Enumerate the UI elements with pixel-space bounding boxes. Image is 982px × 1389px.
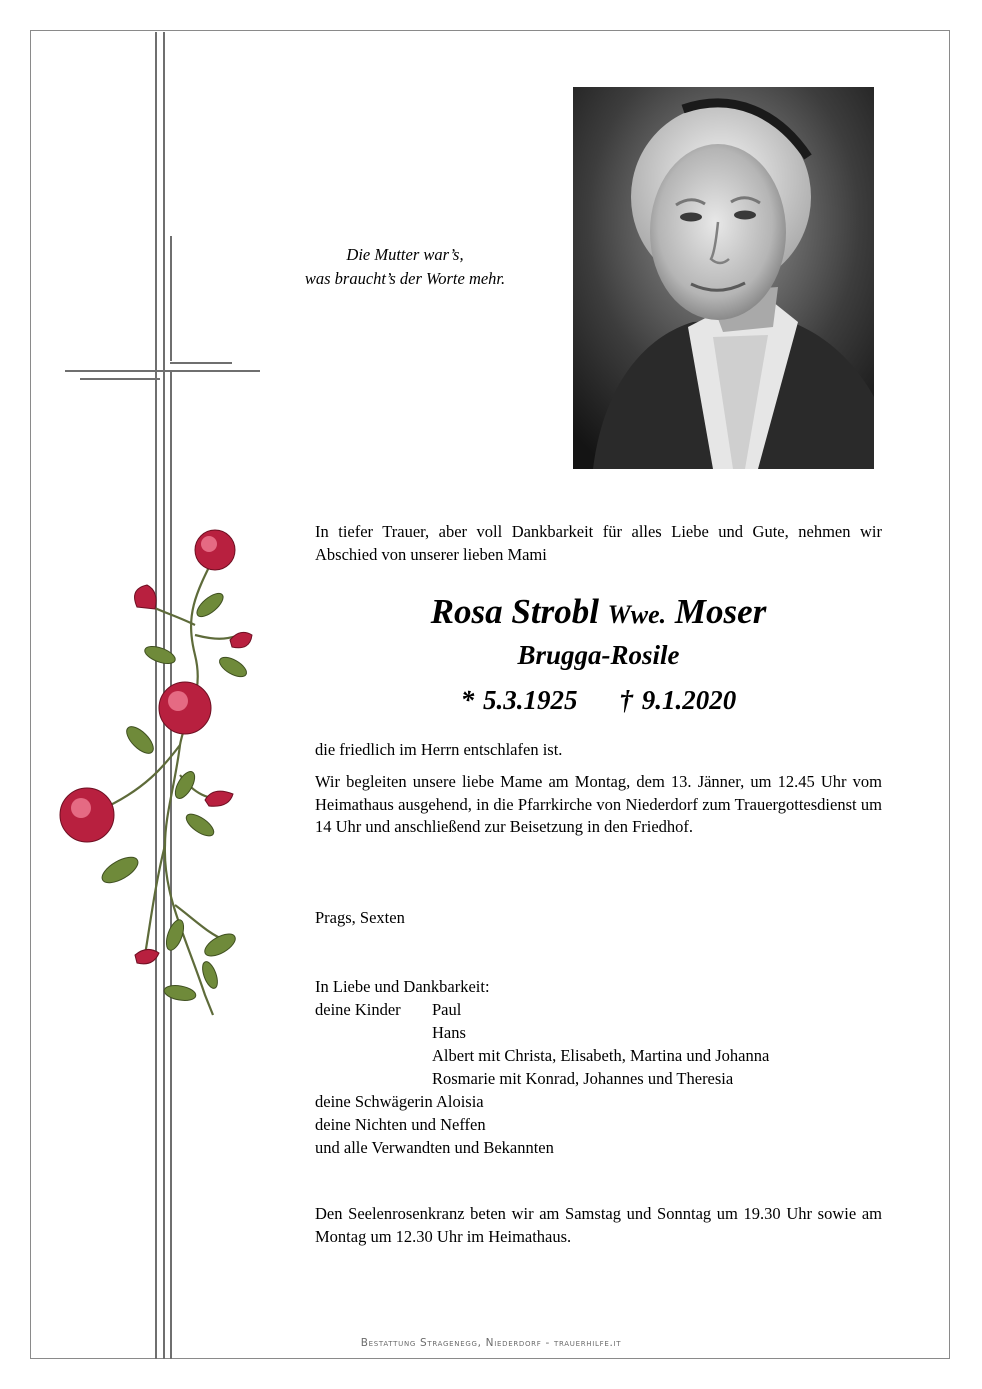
passed-text: die friedlich im Herrn entschlafen ist. (315, 740, 563, 759)
children-label: deine Kinder (315, 1000, 401, 1019)
rosary-text: Den Seelenrosenkranz beten wir am Samstag und Sonntag um 19.30 Uhr sowie am Montag um 12.30 Uhr im Heimathaus. (315, 1204, 882, 1246)
portrait-photo (573, 87, 874, 469)
deceased-name (315, 590, 882, 637)
child-name: Paul (432, 1000, 462, 1019)
funeral-text: Wir begleiten unsere liebe Mame am Montag, dem 13. Jänner, um 12.45 Uhr vom Heimathaus ausgehend, in die Pfarrkirche von Niederdorf zum Trauergottesdienst um 14 Uhr und anschließend zur Beisetzung in den Friedhof. (315, 772, 882, 836)
children-row (315, 998, 882, 1021)
spacer (315, 1044, 432, 1067)
places-text: Prags, Sexten (315, 908, 405, 927)
intro-text: In tiefer Trauer, aber voll Dankbarkeit für alles Liebe und Gute, nehmen wir Abschied von unserer lieben Mami (315, 522, 882, 564)
life-dates (315, 682, 882, 718)
relative-line: und alle Verwandten und Bekannten (315, 1138, 554, 1157)
name-first: Rosa Strobl (430, 592, 599, 631)
children-row (315, 1067, 882, 1090)
birth-date: * 5.3.1925 (460, 685, 578, 715)
children-row (315, 1021, 882, 1044)
child-name: Hans (432, 1023, 466, 1042)
quote (250, 243, 560, 291)
relative-line: deine Nichten und Neffen (315, 1115, 486, 1134)
nickname: Brugga-Rosile (517, 640, 680, 670)
spacer (315, 1021, 432, 1044)
footer-undertaker: Bestattung Stragenegg, Niederdorf - trauerhilfe.it (360, 1337, 622, 1349)
name-last: Moser (674, 592, 767, 631)
name-widow-prefix: Wwe. (607, 600, 667, 629)
child-name: Albert mit Christa, Elisabeth, Martina und Johanna (432, 1046, 770, 1065)
roses-illustration (45, 515, 260, 1030)
children-row (315, 1044, 882, 1067)
family-list (315, 975, 882, 1159)
spacer (315, 1067, 432, 1090)
child-name: Rosmarie mit Konrad, Johannes und Theresia (432, 1069, 734, 1088)
relative-line: deine Schwägerin Aloisia (315, 1092, 484, 1111)
quote-line-1: Die Mutter war’s, (346, 245, 464, 264)
death-date: † 9.1.2020 (619, 685, 737, 715)
family-heading: In Liebe und Dankbarkeit: (315, 977, 490, 996)
quote-line-2: was braucht’s der Worte mehr. (304, 269, 506, 288)
